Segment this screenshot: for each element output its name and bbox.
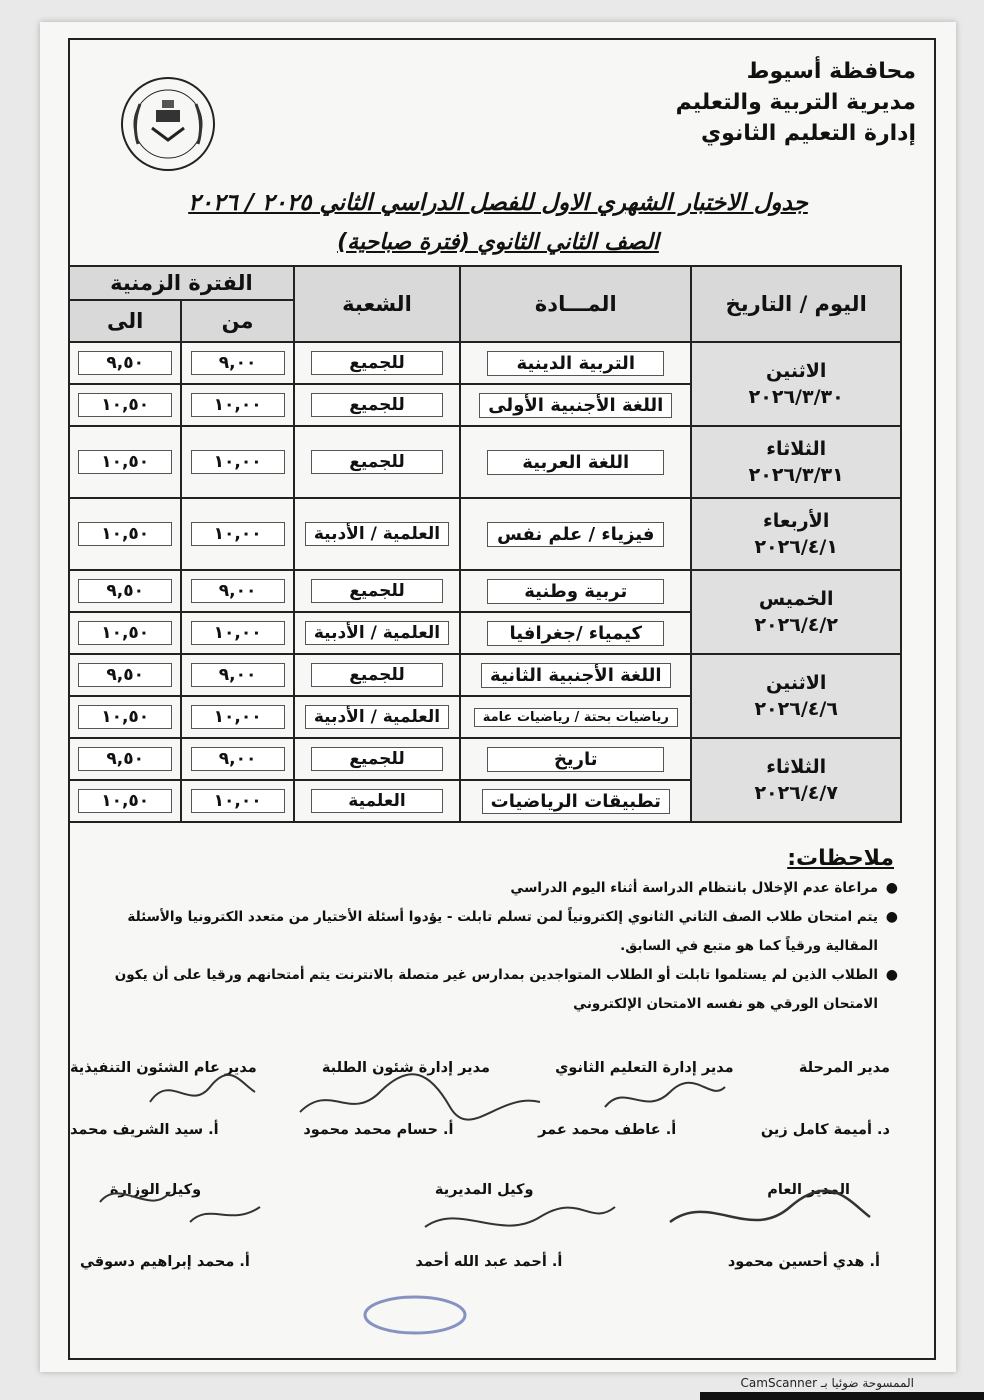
time-from-cell [181,612,293,654]
time-to-cell [69,612,181,654]
time-from-cell-text: ١٠,٠٠ [191,450,285,474]
time-to-cell [69,654,181,696]
time-to-cell [69,696,181,738]
stamp-icon [360,1290,470,1340]
day-date-cell [691,426,901,498]
time-from-cell-text: ١٠,٠٠ [191,705,285,729]
note-item: ● الطلاب الذين لم يستلموا تابلت أو الطلاب المتواجدين بمدارس غير متصلة بالانترنت يتم أمتحانهم ورقيا على أن يكون الامتحان الورقي هو نفسه الامتحان الإلكتروني [114,967,898,1012]
time-to-cell-text: ١٠,٥٠ [78,522,172,546]
time-from-cell [181,426,293,498]
time-to-cell [69,384,181,426]
day-label: الأربعاء [763,510,830,532]
branch-cell [294,696,460,738]
schedule-subtitle: الصف الثاني الثانوي (فترة صباحية) [337,230,659,255]
time-to-cell [69,780,181,822]
table-row [69,342,901,384]
signer-name: أ. هدي أحسين محمود [727,1254,880,1270]
time-from-cell-text: ٩,٠٠ [191,579,285,603]
branch-cell [294,342,460,384]
subject-cell-text: تطبيقات الرياضيات [482,789,670,814]
day-date-cell [691,654,901,738]
subject-cell [460,738,691,780]
time-to-cell-text: ٩,٥٠ [78,747,172,771]
time-to-cell [69,426,181,498]
time-from-cell [181,570,293,612]
time-from-cell [181,498,293,570]
time-to-cell [69,342,181,384]
header-branch: الشعبة [294,266,460,342]
time-from-cell-text: ٩,٠٠ [191,747,285,771]
time-from-cell [181,654,293,696]
time-from-cell-text: ١٠,٠٠ [191,621,285,645]
subject-cell-text: تاريخ [487,747,664,772]
notes-title: ملاحظات: [787,846,894,871]
time-to-cell-text: ٩,٥٠ [78,351,172,375]
signer-title: مدير إدارة شئون الطلبة [321,1060,490,1076]
table-row [69,654,901,696]
signer-name: د. أميمة كامل زين [760,1122,890,1138]
table-row [69,498,901,570]
signer-name: أ. عاطف محمد عمر [538,1122,677,1138]
time-to-cell [69,738,181,780]
date-label: ٢٠٢٦/٣/٣١ [748,464,844,486]
subject-cell [460,498,691,570]
header-from: من [181,300,293,342]
time-from-cell-text: ٩,٠٠ [191,663,285,687]
subject-cell-text: اللغة العربية [487,450,664,475]
signer-title: مدير المرحلة [798,1060,890,1076]
time-to-cell-text: ١٠,٥٠ [78,789,172,813]
day-label: الاثنين [765,360,827,382]
time-from-cell [181,780,293,822]
handwritten-signature-icon [140,1062,260,1122]
subject-cell [460,570,691,612]
branch-cell-text: للجميع [311,450,443,474]
directorate-seal-icon [118,74,218,174]
table-row [69,570,901,612]
time-from-cell [181,342,293,384]
header-block [676,56,916,149]
time-to-cell-text: ٩,٥٠ [78,579,172,603]
document-page [40,22,956,1372]
branch-cell-text: للجميع [311,663,443,687]
header-department: إدارة التعليم الثانوي [700,121,916,146]
day-label: الثلاثاء [766,438,827,460]
table-row [69,738,901,780]
header-directorate: مديرية التربية والتعليم [675,90,916,115]
date-label: ٢٠٢٦/٤/١ [754,536,838,558]
signer-title: وكيل المديرية [434,1182,534,1198]
signer-name: أ. سيد الشريف محمد [70,1122,219,1138]
note-item: ● مراعاة عدم الإخلال بانتظام الدراسة أثناء اليوم الدراسي [510,880,898,896]
signer-name: أ. أحمد عبد الله أحمد [415,1254,563,1270]
branch-cell-text: العلمية / الأدبية [305,522,449,546]
schedule-title: جدول الاختبار الشهري الاول للفصل الدراسي الثاني ٢٠٢٥ / ٢٠٢٦ [188,190,808,216]
time-from-cell-text: ٩,٠٠ [191,351,285,375]
signer-name: أ. حسام محمد محمود [303,1122,454,1138]
day-label: الخميس [758,588,834,610]
branch-cell-text: العلمية / الأدبية [305,705,449,729]
subject-cell [460,612,691,654]
subject-cell [460,384,691,426]
day-date-cell [691,738,901,822]
branch-cell [294,612,460,654]
subject-cell [460,342,691,384]
branch-cell [294,384,460,426]
day-date-cell [691,342,901,426]
branch-cell [294,654,460,696]
time-to-cell [69,570,181,612]
subject-cell-text: اللغة الأجنبية الثانية [481,663,670,688]
subject-cell-text: رياضيات بحتة / رياضيات عامة [474,708,678,727]
branch-cell [294,498,460,570]
signature-names-row-2 [70,1254,890,1270]
time-from-cell [181,738,293,780]
time-to-cell-text: ١٠,٥٠ [78,705,172,729]
header-governorate: محافظة أسيوط [746,59,916,84]
subject-cell-text: كيمياء /جغرافيا [487,621,664,646]
time-to-cell-text: ١٠,٥٠ [78,450,172,474]
date-label: ٢٠٢٦/٤/٢ [754,614,838,636]
time-to-cell-text: ١٠,٥٠ [78,393,172,417]
signer-title: وكيل الوزارة [110,1182,202,1198]
branch-cell [294,738,460,780]
branch-cell-text: للجميع [311,747,443,771]
time-from-cell-text: ١٠,٠٠ [191,789,285,813]
handwritten-signature-icon [90,1172,290,1242]
subject-cell [460,696,691,738]
header-to: الى [69,300,181,342]
subject-cell-text: تربية وطنية [487,579,664,604]
header-subject: المـــادة [460,266,691,342]
subject-cell-text: اللغة الأجنبية الأولى [479,393,672,418]
branch-cell-text: للجميع [311,579,443,603]
time-from-cell-text: ١٠,٠٠ [191,522,285,546]
handwritten-signature-icon [600,1072,730,1122]
note-item: ● يتم امتحان طلاب الصف الثاني الثانوي إلكترونياً لمن تسلم تابلت - يؤدوا أسئلة الأختيار من متعدد الكترونيا والأسئلة المقالية ورقياً كما هو متبع في السابق. [127,909,898,954]
table-row [69,426,901,498]
time-from-cell-text: ١٠,٠٠ [191,393,285,417]
branch-cell-text: للجميع [311,393,443,417]
subject-cell-text: فيزياء / علم نفس [487,522,664,547]
time-to-cell-text: ١٠,٥٠ [78,621,172,645]
time-to-cell-text: ٩,٥٠ [78,663,172,687]
branch-cell [294,570,460,612]
day-date-cell [691,498,901,570]
subject-cell [460,654,691,696]
subject-cell [460,780,691,822]
exam-schedule-table [68,265,902,823]
branch-cell-text: العلمية [311,789,443,813]
day-label: الاثنين [765,672,827,694]
footer-bar [700,1392,984,1400]
signer-title: مدير إدارة التعليم الثانوي [555,1060,734,1076]
branch-cell-text: العلمية / الأدبية [305,621,449,645]
time-to-cell [69,498,181,570]
camscanner-watermark: الممسوحة ضوئيا بـ CamScanner [740,1376,914,1390]
header-day-date: اليوم / التاريخ [691,266,901,342]
date-label: ٢٠٢٦/٤/٧ [754,782,838,804]
branch-cell [294,426,460,498]
branch-cell-text: للجميع [311,351,443,375]
signer-title: مدير عام الشئون التنفيذية [70,1060,257,1076]
header-period: الفترة الزمنية [69,266,294,300]
date-label: ٢٠٢٦/٤/٦ [754,698,838,720]
time-from-cell [181,696,293,738]
handwritten-signature-icon [420,1197,620,1247]
signer-name: أ. محمد إبراهيم دسوقي [80,1254,250,1270]
branch-cell [294,780,460,822]
notes-list [78,874,898,1019]
signer-title: المدير العام [767,1182,850,1198]
handwritten-signature-icon [660,1182,880,1252]
handwritten-signature-icon [290,1062,550,1132]
time-from-cell [181,384,293,426]
subject-cell [460,426,691,498]
date-label: ٢٠٢٦/٣/٣٠ [748,386,844,408]
day-date-cell [691,570,901,654]
day-label: الثلاثاء [766,756,827,778]
subject-cell-text: التربية الدينية [487,351,664,376]
